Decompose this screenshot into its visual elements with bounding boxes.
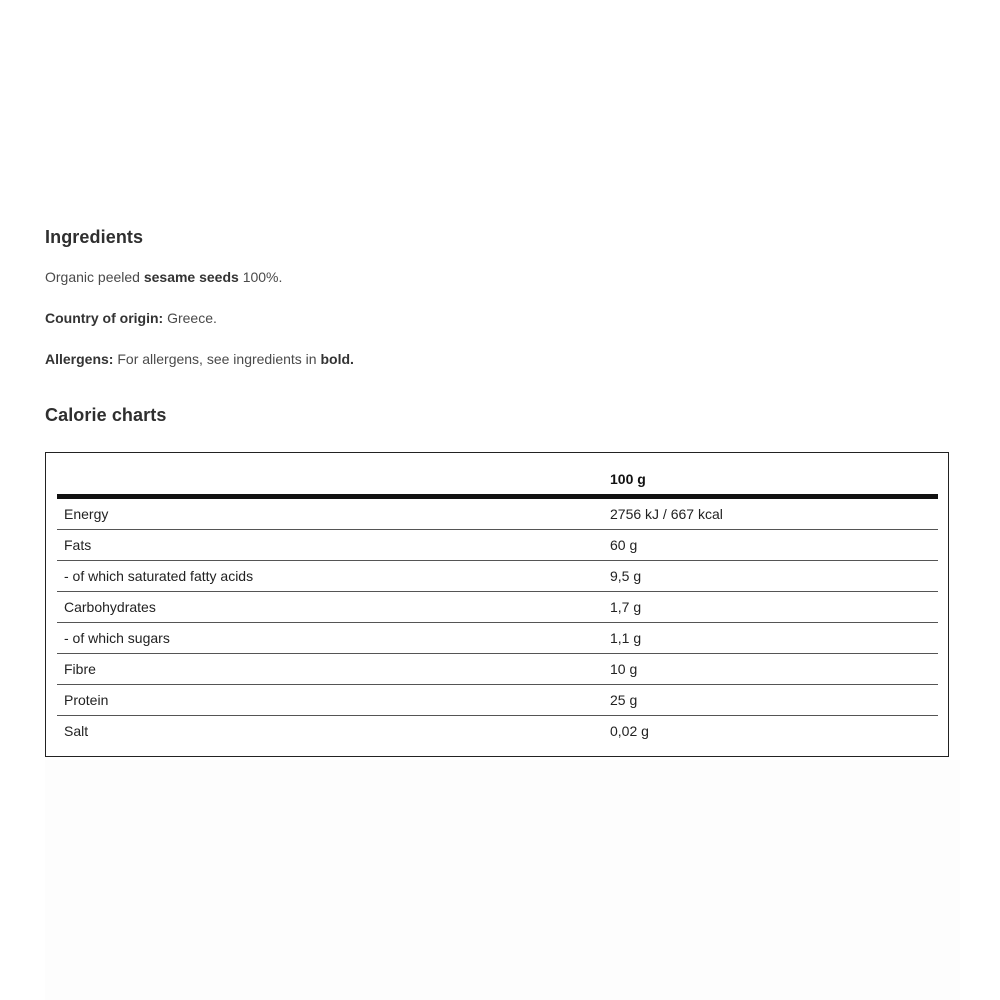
nutrient-value: 25 g [610,692,638,708]
nutrient-name: - of which saturated fatty acids [64,568,254,584]
background-panel [45,760,960,1000]
nutrient-value: 0,02 g [610,723,649,739]
ingredients-prefix: Organic peeled [45,269,144,285]
ingredients-bold: sesame seeds [143,269,239,285]
ingredients-heading: Ingredients [45,227,144,247]
nutrient-value: 10 g [610,661,638,677]
country-of-origin [45,310,217,326]
table-rows [57,499,938,746]
ingredients-text [45,269,282,285]
allergens-info [45,351,354,367]
nutrient-value: 1,7 g [610,599,642,615]
column-header-100g: 100 g [610,471,646,487]
table-row [57,716,938,746]
nutrient-name: Protein [64,692,109,708]
nutrient-name: Energy [64,506,109,522]
table-row [57,685,938,716]
nutrition-table [45,452,949,757]
nutrient-value: 1,1 g [610,630,642,646]
table-header-row [57,453,938,499]
nutrient-name: Fibre [64,661,96,677]
allergens-bold: bold. [320,351,354,367]
nutrient-name: Fats [64,537,92,553]
origin-label: Country of origin: [45,310,164,326]
calorie-charts-heading: Calorie charts [45,405,167,425]
table-row [57,499,938,530]
nutrient-value: 2756 kJ / 667 kcal [610,506,723,522]
nutrient-name: Salt [64,723,89,739]
nutrient-name: - of which sugars [64,630,170,646]
ingredients-suffix: 100%. [238,269,283,285]
table-row [57,654,938,685]
nutrition-table-body [57,453,938,746]
origin-value: Greece. [163,310,217,326]
table-row [57,561,938,592]
nutrient-value: 60 g [610,537,638,553]
allergens-text: For allergens, see ingredients in [113,351,321,367]
table-row [57,530,938,561]
table-row [57,623,938,654]
allergens-label: Allergens: [45,351,114,367]
nutrient-name: Carbohydrates [64,599,156,615]
nutrient-value: 9,5 g [610,568,642,584]
table-row [57,592,938,623]
